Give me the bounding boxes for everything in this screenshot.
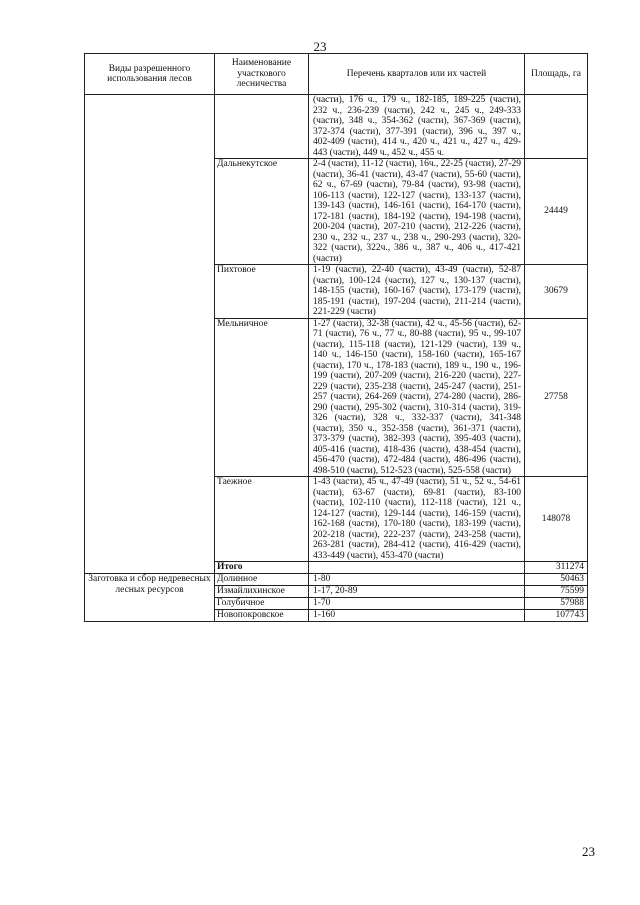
area-cell: 75599: [525, 586, 588, 598]
header-area: Площадь, га: [525, 54, 588, 95]
total-quarters-cell: [309, 562, 525, 574]
table-header-row: [85, 54, 588, 95]
area-cell: 57988: [525, 598, 588, 610]
quarters-cell: 1-17, 20-89: [309, 586, 525, 598]
quarters-cell: (части), 176 ч., 179 ч., 182-185, 189-225 (части), 232 ч., 236-239 (части), 242 ч., 245 ч., 249-333 (части), 348 ч., 354-362 (части), 367-369 (части), 372-374 (части), 377-391 (части), 396 ч., 397 ч., 402-409 (части), 414 ч., 420 ч., 421 ч., 427 ч., 429-443 (части), 449 ч., 452 ч., 455 ч.: [309, 95, 525, 159]
quarters-cell: 1-43 (части), 45 ч., 47-49 (части), 51 ч., 52 ч., 54-61 (части), 63-67 (части), 69-81 (части), 83-100 (части), 102-110 (части), 112-118 (части), 121 ч., 124-127 (части), 129-144 (части), 146-159 (части), 162-168 (части), 170-180 (части), 183-199 (части), 202-218 (части), 222-237 (части), 243-258 (части), 263-281 (части), 284-412 (части), 416-429 (части), 433-449 (части), 453-470 (части): [309, 477, 525, 562]
area-cell: 107743: [525, 610, 588, 622]
page-number-top: 23: [313, 39, 327, 54]
forestry-name-cell: Таежное: [215, 477, 309, 562]
forestry-name-cell: Новопокровское: [215, 610, 309, 622]
forestry-name-cell: Голубичное: [215, 598, 309, 610]
area-cell: [525, 95, 588, 159]
usage-type-nontimber: Заготовка и сбор недревесных лесных ресурсов: [85, 574, 215, 622]
area-cell: 24449: [525, 159, 588, 265]
quarters-cell: 2-4 (части), 11-12 (части), 16ч., 22-25 (части), 27-29 (части), 36-41 (части), 43-47 (части), 55-60 (части), 62 ч., 67-69 (части), 79-84 (части), 93-98 (части), 106-113 (части), 122-127 (части), 133-137 (части), 139-143 (части), 146-161 (части), 164-170 (части), 172-181 (части), 184-192 (части), 194-198 (части), 200-204 (части), 207-210 (части), 212-226 (части), 230 ч., 232 ч., 237 ч., 238 ч., 290-293 (части), 320-322 (части), 322ч., 386 ч., 387 ч., 406 ч., 417-421 (части): [309, 159, 525, 265]
total-label: Итого: [215, 562, 309, 574]
forestry-name-cell: [215, 95, 309, 159]
area-cell: 148078: [525, 477, 588, 562]
quarters-cell: 1-160: [309, 610, 525, 622]
forest-use-table: [84, 53, 588, 622]
area-cell: 30679: [525, 265, 588, 319]
quarters-cell: 1-70: [309, 598, 525, 610]
total-area: 311274: [525, 562, 588, 574]
table-row: [85, 95, 588, 159]
header-forestry-name: Наименование участкового лесничества: [215, 54, 309, 95]
forestry-name-cell: Долинное: [215, 574, 309, 586]
forestry-name-cell: Дальнекутское: [215, 159, 309, 265]
header-quarters-list: Перечень кварталов или их частей: [309, 54, 525, 95]
table-row: [85, 574, 588, 586]
area-cell: 27758: [525, 318, 588, 477]
header-usage-type: Виды разрешенного использования лесов: [85, 54, 215, 95]
quarters-cell: 1-27 (части), 32-38 (части), 42 ч., 45-56 (части), 62-71 (части), 76 ч., 77 ч., 80-88 (части), 95 ч., 99-107 (части), 115-118 (части), 121-129 (части), 139 ч., 140 ч., 146-150 (части), 158-160 (части), 165-167 (части), 170 ч., 178-183 (части), 189 ч., 190 ч., 196-199 (части), 207-209 (части), 216-220 (части), 227-229 (части), 235-238 (части), 245-247 (части), 251-257 (части), 264-269 (части), 274-280 (части), 286-290 (части), 295-302 (части), 310-314 (части), 319-326 (части), 328 ч., 332-337 (части), 341-348 (части), 350 ч., 352-358 (части), 361-371 (части), 373-379 (части), 382-393 (части), 395-403 (части), 405-416 (части), 418-436 (части), 438-454 (части), 456-470 (части), 472-484 (части), 486-496 (части), 498-510 (части), 512-523 (части), 525-558 (части): [309, 318, 525, 477]
area-cell: 50463: [525, 574, 588, 586]
forestry-name-cell: Пихтовое: [215, 265, 309, 319]
usage-type-cell: [85, 95, 215, 574]
quarters-cell: 1-19 (части), 22-40 (части), 43-49 (части), 52-87 (части), 100-124 (части), 127 ч., 130-137 (части), 148-155 (части), 160-167 (части), 173-179 (части), 185-191 (части), 197-204 (части), 211-214 (части), 221-229 (части): [309, 265, 525, 319]
forestry-name-cell: Мельничное: [215, 318, 309, 477]
forestry-name-cell: Измайлихинское: [215, 586, 309, 598]
quarters-cell: 1-80: [309, 574, 525, 586]
page-number-bottom: 23: [582, 844, 595, 859]
